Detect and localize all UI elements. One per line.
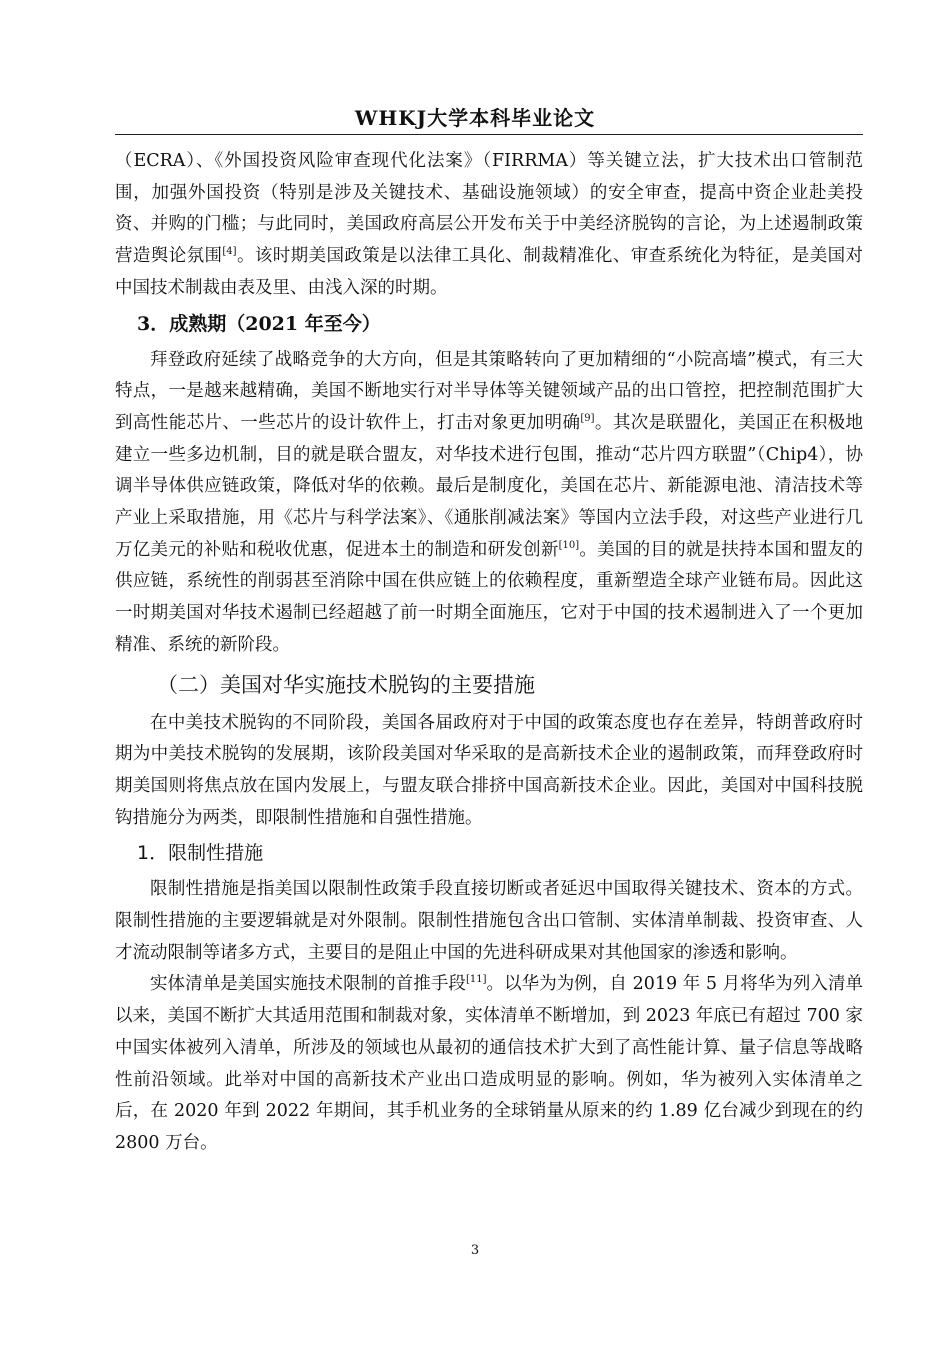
citation: [4] bbox=[222, 246, 237, 258]
body-content bbox=[115, 146, 863, 1160]
paragraph: （ECRA）、《外国投资风险审查现代化法案》（FIRRMA）等关键立法，扩大技术出口管制范围，加强外国投资（特别是涉及关键技术、基础设施领域）的安全审查，提高中资企业赴美投资、并购的门槛；与此同时，美国政府高层公开发布关于中美经济脱钩的言论，为上述遏制政策营造舆论氛围[4]。该时期美国政策是以法律工具化、制裁精准化、审查系统化为特征，是美国对中国技术制裁由表及里、由浅入深的时期。 bbox=[115, 151, 863, 298]
paragraph: 拜登政府延续了战略竞争的大方向，但是其策略转向了更加精细的“小院高墙”模式，有三大特点，一是越来越精确，美国不断地实行对半导体等关键领域产品的出口管控，把控制范围扩大到高性能芯片、一些芯片的设计软件上，打击对象更加明确[9]。其次是联盟化，美国正在积极地建立一些多边机制，目的就是联合盟友，对华技术进行包围，推动“芯片四方联盟”（Chip4），协调半导体供应链政策，降低对华的依赖。最后是制度化，美国在芯片、新能源电池、清洁技术等产业上采取措施，用《芯片与科学法案》、《通胀削减法案》等国内立法手段，对这些产业进行几万亿美元的补贴和税收优惠，促进本土的制造和研发创新[10]。美国的目的就是扶持本国和盟友的供应链，系统性的削弱甚至消除中国在供应链上的依赖程度，重新塑造全球产业链布局。因此这一时期美国对华技术遏制已经超越了前一时期全面施压，它对于中国的技术遏制进入了一个更加精准、系统的新阶段。 bbox=[115, 349, 864, 655]
paragraph: 限制性措施是指美国以限制性政策手段直接切断或者延迟中国取得关键技术、资本的方式。限制性措施的主要逻辑就是对外限制。限制性措施包含出口管制、实体清单制裁、投资审查、人才流动限制等诸多方式，主要目的是阻止中国的先进科研成果对其他国家的渗透和影响。 bbox=[115, 879, 863, 963]
paragraph: 在中美技术脱钩的不同阶段，美国各届政府对于中国的政策态度也存在差异，特朗普政府时期为中美技术脱钩的发展期，该阶段美国对华采取的是高新技术企业的遏制政策，而拜登政府时期美国则将焦点放在国内发展上，与盟友联合排挤中国高新技术企业。因此，美国对中国科技脱钩措施分为两类，即限制性措施和自强性措施。 bbox=[115, 712, 863, 828]
page-header-title: WHKJ大学本科毕业论文 bbox=[354, 106, 596, 130]
citation: [11] bbox=[465, 974, 487, 986]
page-number: 3 bbox=[470, 1243, 480, 1258]
header-divider bbox=[115, 134, 863, 135]
section-heading-mature-period: 3．成熟期（2021 年至今） bbox=[137, 312, 381, 335]
citation: [9] bbox=[580, 413, 595, 425]
paragraph: 实体清单是美国实施技术限制的首推手段[11]。以华为为例，自 2019 年 5 月将华为列入清单以来，美国不断扩大其适用范围和制裁对象，实体清单不断增加，到 2023 年底已有超过 700 家中国实体被列入清单，所涉及的领域也从最初的通信技术扩大到了高性能计算、量子信息等战略性前沿领域。此举对中国的高新技术产业出口造成明显的影响。例如，华为被列入实体清单之后，在 2020 年到 2022 年期间，其手机业务的全球销量从原来的约 1.89 亿台减少到现在的约 2800 万台。 bbox=[115, 974, 864, 1153]
section-heading-restrictive: 1．限制性措施 bbox=[137, 842, 264, 865]
citation: [10] bbox=[558, 539, 580, 551]
section-heading-measures: （二）美国对华实施技术脱钩的主要措施 bbox=[157, 672, 535, 697]
